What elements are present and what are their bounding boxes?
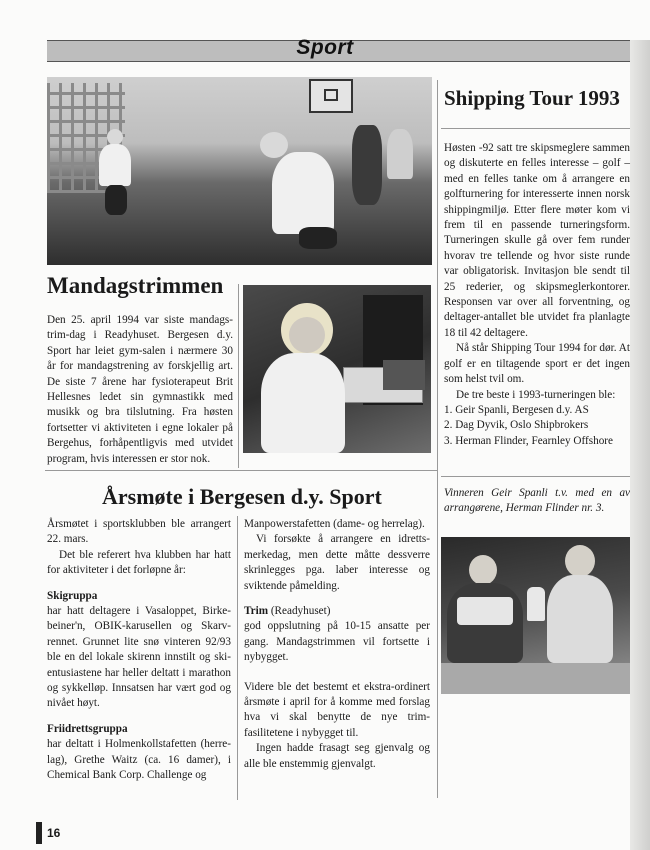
article-body-mandagstrimmen: Den 25. april 1994 var siste mandags-trim-dag i Readyhuset. Bergesen d.y. Sport har leiet gym-salen i nærmere 30 år for mandagstrening av forskjellig art. De siste 7 årene har fysioterapeut Brit Hellesnes ledet sin gymnastikk med musikk og bra tilslutning. Fra høsten fortsetter vi aktiviteten i egne lokaler på Bergehus, forhåpentligvis med utvidet program, hvis interessen er stor nok. xyxy=(47,314,233,465)
arsmote-paragraph: Årsmøtet i sportsklubben ble arrangert 22. mars. xyxy=(47,518,231,546)
arsmote-paragraph: Manpowerstafetten (dame- og herrelag). xyxy=(244,518,425,530)
woman-at-desk-photo xyxy=(243,285,431,453)
winner-list-item: 3. Herman Flinder, Fearnley Offshore xyxy=(444,434,613,447)
winner-list-item: 1. Geir Spanli, Bergesen d.y. AS xyxy=(444,403,589,416)
exercising-woman-figure xyxy=(99,144,131,186)
article-body-shipping-tour xyxy=(444,141,630,449)
article-title-mandagstrimmen: Mandagstrimmen xyxy=(47,273,224,298)
gym-photo xyxy=(47,77,432,265)
column-divider xyxy=(437,80,438,798)
arsmote-paragraph: har deltatt i Holmenkollstafetten (herre-lag), Grethe Waitz (ca. 16 damer), i Chemical Bank Corp. Challenge og xyxy=(47,738,231,782)
man-figure xyxy=(547,575,613,663)
arsmote-paragraph: Det ble referert hva klubben har hatt for aktiviteter i det forløpne år: xyxy=(47,548,231,577)
arsmote-paragraph: Videre ble det bestemt et ekstra-ordinert årsmøte i april for å komme med forslag hva vi skal benytte de nye trim-fasilitetene i nybygget til. xyxy=(244,680,430,739)
arsmote-column-1 xyxy=(47,517,231,784)
photo-caption: Vinneren Geir Spanli t.v. med en av arrangørene, Herman Flinder nr. 3. xyxy=(444,487,630,515)
trophy-icon xyxy=(527,587,545,621)
section-rule xyxy=(441,476,630,477)
column-divider xyxy=(238,284,239,468)
exercising-woman-figure xyxy=(272,152,334,234)
arsmote-paragraph: Ingen hadde frasagt seg gjenvalg og alle ble enstemmig gjenvalgt. xyxy=(244,742,430,770)
shipping-paragraph: De tre beste i 1993-turneringen ble: xyxy=(456,388,616,401)
page-number-bar xyxy=(36,822,42,844)
woman-figure xyxy=(261,353,345,453)
article-title-shipping-tour: Shipping Tour 1993 xyxy=(444,86,620,110)
trim-heading-location: (Readyhuset) xyxy=(268,605,331,618)
subheading-skigruppa: Skigruppa xyxy=(47,589,98,602)
arsmote-paragraph: god oppslutning på 10-15 ansatte per gang. Mandagstrimmen vil fortsette i nybygget. xyxy=(244,620,430,664)
shipping-paragraph: Nå står Shipping Tour 1994 for dør. At golf er en tiltagende sport er det ingen som helst tvil om. xyxy=(444,342,630,386)
page-number: 16 xyxy=(47,826,61,840)
arsmote-paragraph: har hatt deltagere i Vasaloppet, Birke-beiner'n, OBIK-karusellen og Skarv-rennet. Grunnet lite snø vinteren 92/93 ble en del lokale skirenn innstilt og ski-entusiastene har heller deltatt i marathon og sykkelløp. Innsatsen har vært god og nivået høyt. xyxy=(47,605,231,710)
article-title-arsmote: Årsmøte i Bergesen d.y. Sport xyxy=(102,484,382,509)
arsmote-column-2 xyxy=(244,517,430,772)
shipping-paragraph: Høsten -92 satt tre skipsmeglere sammen og diskuterte en felles interesse – golf – med en felles tanke om å arrangere en golfturnering for interesserte innen norsk shippingmiljø. Etter flere møter kom vi frem til en passende turneringsform. Turneringen skulle gå over fem runder hvorav tre tellende og hvor siste runde var obligatorisk. Invitasjon ble sendt til 25 rederier, og skipsmeglerkontorer. Responsen var over all forventning, og deltager-antallet ble utvidet fra planlagte 18 til 42 deltagere. xyxy=(444,142,630,339)
winner-list-item: 2. Dag Dyvik, Oslo Shipbrokers xyxy=(444,419,589,432)
basketball-hoop xyxy=(309,79,353,113)
page-edge-shadow xyxy=(630,40,650,850)
subheading-friidrettsgruppa: Friidrettsgruppa xyxy=(47,722,128,735)
subheading-trim xyxy=(244,604,430,619)
trim-heading-bold: Trim xyxy=(244,605,269,618)
column-divider xyxy=(237,516,238,800)
title-rule xyxy=(441,128,630,129)
golf-winners-photo xyxy=(441,537,630,694)
arsmote-paragraph: Vi forsøkte å arrangere en idretts-merkedag, men dette måtte dessverre skrinlegges pga. laber interesse og sviktende påmelding. xyxy=(244,533,430,592)
section-title: Sport xyxy=(296,36,354,59)
section-rule xyxy=(45,470,437,471)
